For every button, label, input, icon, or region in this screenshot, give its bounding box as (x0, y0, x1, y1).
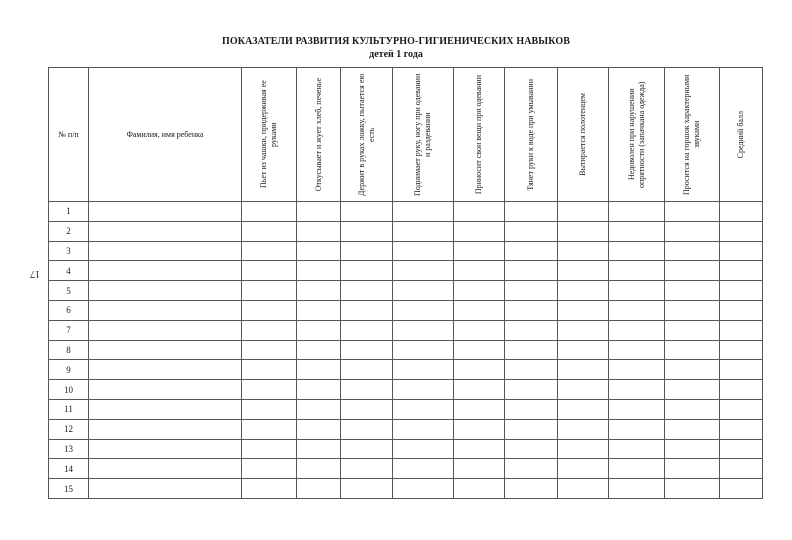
score-cell[interactable] (297, 221, 341, 241)
score-cell[interactable] (297, 281, 341, 301)
score-cell[interactable] (393, 479, 454, 499)
score-cell[interactable] (505, 399, 558, 419)
child-name-cell[interactable] (89, 419, 242, 439)
score-cell[interactable] (720, 281, 763, 301)
score-cell[interactable] (720, 320, 763, 340)
score-cell[interactable] (665, 281, 720, 301)
table-row (49, 360, 763, 380)
score-cell[interactable] (242, 300, 297, 320)
score-cell[interactable] (720, 241, 763, 261)
row-number: 3 (49, 241, 89, 261)
score-cell[interactable] (393, 300, 454, 320)
child-name-cell[interactable] (89, 202, 242, 222)
score-cell[interactable] (505, 419, 558, 439)
score-cell[interactable] (242, 221, 297, 241)
score-cell[interactable] (454, 380, 505, 400)
score-cell[interactable] (297, 241, 341, 261)
score-cell[interactable] (558, 320, 609, 340)
child-name-cell[interactable] (89, 360, 242, 380)
score-cell[interactable] (609, 419, 665, 439)
row-number: 15 (49, 479, 89, 499)
score-cell[interactable] (720, 459, 763, 479)
page-subtitle: детей 1 года (369, 49, 423, 60)
score-cell[interactable] (720, 419, 763, 439)
table-row (49, 320, 763, 340)
score-cell[interactable] (454, 340, 505, 360)
score-cell[interactable] (505, 320, 558, 340)
table-row (49, 340, 763, 360)
score-cell[interactable] (297, 399, 341, 419)
score-cell[interactable] (454, 439, 505, 459)
child-name-cell[interactable] (89, 241, 242, 261)
score-cell[interactable] (393, 320, 454, 340)
row-number: 10 (49, 380, 89, 400)
score-cell[interactable] (720, 300, 763, 320)
score-cell[interactable] (609, 261, 665, 281)
score-cell[interactable] (609, 479, 665, 499)
score-cell[interactable] (297, 360, 341, 380)
table-row (49, 419, 763, 439)
score-cell[interactable] (297, 380, 341, 400)
score-cell[interactable] (341, 281, 393, 301)
score-cell[interactable] (242, 360, 297, 380)
score-cell[interactable] (297, 439, 341, 459)
score-cell[interactable] (297, 202, 341, 222)
score-cell[interactable] (454, 261, 505, 281)
column-header-indicator: Недоволен при нарушении опрятности (запачкана одежда) (609, 68, 665, 202)
table-row (49, 261, 763, 281)
score-cell[interactable] (505, 261, 558, 281)
table-row (49, 300, 763, 320)
score-cell[interactable] (558, 399, 609, 419)
score-cell[interactable] (609, 380, 665, 400)
score-cell[interactable] (558, 261, 609, 281)
score-cell[interactable] (341, 221, 393, 241)
score-cell[interactable] (242, 202, 297, 222)
table-row (49, 241, 763, 261)
score-cell[interactable] (454, 300, 505, 320)
score-cell[interactable] (341, 320, 393, 340)
score-cell[interactable] (505, 360, 558, 380)
score-cell[interactable] (393, 202, 454, 222)
score-cell[interactable] (393, 221, 454, 241)
score-cell[interactable] (341, 479, 393, 499)
column-header-indicator: Вытирается полотенцем (558, 68, 609, 202)
score-cell[interactable] (454, 399, 505, 419)
score-cell[interactable] (558, 340, 609, 360)
score-cell[interactable] (454, 241, 505, 261)
score-cell[interactable] (609, 439, 665, 459)
row-number: 6 (49, 300, 89, 320)
score-cell[interactable] (242, 459, 297, 479)
score-cell[interactable] (454, 202, 505, 222)
child-name-cell[interactable] (89, 439, 242, 459)
score-cell[interactable] (558, 202, 609, 222)
score-cell[interactable] (558, 479, 609, 499)
table-row (49, 380, 763, 400)
score-cell[interactable] (341, 340, 393, 360)
score-cell[interactable] (609, 399, 665, 419)
child-name-cell[interactable] (89, 261, 242, 281)
score-cell[interactable] (341, 202, 393, 222)
score-cell[interactable] (665, 439, 720, 459)
score-cell[interactable] (665, 300, 720, 320)
row-number: 1 (49, 202, 89, 222)
score-cell[interactable] (242, 320, 297, 340)
score-cell[interactable] (393, 241, 454, 261)
score-cell[interactable] (505, 221, 558, 241)
score-cell[interactable] (297, 261, 341, 281)
row-number: 11 (49, 399, 89, 419)
score-cell[interactable] (505, 380, 558, 400)
child-name-cell[interactable] (89, 340, 242, 360)
score-cell[interactable] (297, 320, 341, 340)
column-header-indicator: Тянет руки к воде при умывании (505, 68, 558, 202)
table-row (49, 479, 763, 499)
table-row (49, 399, 763, 419)
score-cell[interactable] (242, 399, 297, 419)
page-number: 17 (30, 268, 40, 279)
score-cell[interactable] (393, 419, 454, 439)
score-cell[interactable] (393, 281, 454, 301)
score-cell[interactable] (341, 459, 393, 479)
score-cell[interactable] (341, 439, 393, 459)
table-row (49, 221, 763, 241)
column-header-indicator: Держит в руках ложку, пытается ею есть (341, 68, 393, 202)
score-cell[interactable] (242, 479, 297, 499)
score-cell[interactable] (665, 479, 720, 499)
score-cell[interactable] (665, 340, 720, 360)
row-number: 14 (49, 459, 89, 479)
score-cell[interactable] (297, 479, 341, 499)
score-cell[interactable] (665, 399, 720, 419)
score-cell[interactable] (242, 439, 297, 459)
score-cell[interactable] (242, 261, 297, 281)
score-cell[interactable] (609, 241, 665, 261)
score-cell[interactable] (720, 360, 763, 380)
column-header-indicator: Пьет из чашки, придерживая ее руками (242, 68, 297, 202)
score-cell[interactable] (609, 459, 665, 479)
score-cell[interactable] (558, 380, 609, 400)
score-cell[interactable] (242, 340, 297, 360)
table-row (49, 439, 763, 459)
score-cell[interactable] (720, 340, 763, 360)
score-cell[interactable] (558, 281, 609, 301)
table-row (49, 281, 763, 301)
score-cell[interactable] (297, 300, 341, 320)
score-cell[interactable] (454, 459, 505, 479)
score-cell[interactable] (505, 459, 558, 479)
score-cell[interactable] (341, 241, 393, 261)
score-cell[interactable] (558, 221, 609, 241)
score-cell[interactable] (558, 419, 609, 439)
score-cell[interactable] (505, 202, 558, 222)
score-cell[interactable] (665, 419, 720, 439)
child-name-cell[interactable] (89, 380, 242, 400)
score-cell[interactable] (297, 419, 341, 439)
score-cell[interactable] (665, 459, 720, 479)
row-number: 4 (49, 261, 89, 281)
column-header-average: Средний балл (720, 68, 763, 202)
score-cell[interactable] (341, 261, 393, 281)
score-cell[interactable] (665, 380, 720, 400)
row-number: 13 (49, 439, 89, 459)
score-cell[interactable] (665, 320, 720, 340)
score-cell[interactable] (665, 261, 720, 281)
child-name-cell[interactable] (89, 320, 242, 340)
score-cell[interactable] (720, 202, 763, 222)
column-header-number: № п/п (49, 68, 89, 202)
score-cell[interactable] (505, 281, 558, 301)
column-header-indicator: Поднимает руку, ногу при одевании и раздевании (393, 68, 454, 202)
row-number: 9 (49, 360, 89, 380)
child-name-cell[interactable] (89, 459, 242, 479)
score-cell[interactable] (720, 221, 763, 241)
score-cell[interactable] (242, 419, 297, 439)
score-cell[interactable] (393, 380, 454, 400)
score-cell[interactable] (609, 320, 665, 340)
column-header-indicator: Просится на горшок характерными звуками (665, 68, 720, 202)
score-cell[interactable] (665, 241, 720, 261)
score-cell[interactable] (720, 380, 763, 400)
row-number: 5 (49, 281, 89, 301)
column-header-indicator: Приносит свои вещи при одевании (454, 68, 505, 202)
score-cell[interactable] (609, 300, 665, 320)
score-cell[interactable] (558, 439, 609, 459)
score-cell[interactable] (505, 479, 558, 499)
score-cell[interactable] (454, 320, 505, 340)
score-cell[interactable] (558, 360, 609, 380)
score-cell[interactable] (505, 340, 558, 360)
table-row (49, 202, 763, 222)
score-cell[interactable] (609, 221, 665, 241)
score-cell[interactable] (558, 241, 609, 261)
score-cell[interactable] (341, 380, 393, 400)
score-cell[interactable] (242, 281, 297, 301)
child-name-cell[interactable] (89, 479, 242, 499)
page-title: ПОКАЗАТЕЛИ РАЗВИТИЯ КУЛЬТУРНО-ГИГИЕНИЧЕСКИХ НАВЫКОВ (222, 36, 570, 47)
score-cell[interactable] (341, 419, 393, 439)
score-cell[interactable] (454, 360, 505, 380)
score-cell[interactable] (505, 300, 558, 320)
score-cell[interactable] (505, 439, 558, 459)
score-cell[interactable] (558, 459, 609, 479)
column-header-name: Фамилия, имя ребенка (89, 68, 242, 202)
indicators-table (48, 67, 763, 499)
score-cell[interactable] (341, 399, 393, 419)
row-number: 12 (49, 419, 89, 439)
score-cell[interactable] (609, 340, 665, 360)
score-cell[interactable] (665, 202, 720, 222)
score-cell[interactable] (665, 221, 720, 241)
score-cell[interactable] (665, 360, 720, 380)
child-name-cell[interactable] (89, 281, 242, 301)
score-cell[interactable] (242, 241, 297, 261)
score-cell[interactable] (720, 439, 763, 459)
score-cell[interactable] (393, 261, 454, 281)
score-cell[interactable] (558, 300, 609, 320)
score-cell[interactable] (297, 340, 341, 360)
score-cell[interactable] (454, 479, 505, 499)
score-cell[interactable] (720, 399, 763, 419)
score-cell[interactable] (454, 419, 505, 439)
row-number: 7 (49, 320, 89, 340)
child-name-cell[interactable] (89, 300, 242, 320)
score-cell[interactable] (393, 459, 454, 479)
score-cell[interactable] (609, 281, 665, 301)
row-number: 2 (49, 221, 89, 241)
score-cell[interactable] (609, 202, 665, 222)
score-cell[interactable] (609, 360, 665, 380)
score-cell[interactable] (341, 360, 393, 380)
score-cell[interactable] (454, 281, 505, 301)
header-row (49, 68, 763, 202)
score-cell[interactable] (393, 360, 454, 380)
score-cell[interactable] (393, 399, 454, 419)
score-cell[interactable] (393, 340, 454, 360)
table-row (49, 459, 763, 479)
score-cell[interactable] (454, 221, 505, 241)
score-cell[interactable] (720, 261, 763, 281)
child-name-cell[interactable] (89, 221, 242, 241)
row-number: 8 (49, 340, 89, 360)
score-cell[interactable] (297, 459, 341, 479)
child-name-cell[interactable] (89, 399, 242, 419)
score-cell[interactable] (720, 479, 763, 499)
score-cell[interactable] (341, 300, 393, 320)
score-cell[interactable] (393, 439, 454, 459)
score-cell[interactable] (505, 241, 558, 261)
column-header-indicator: Откусывает и жует хлеб, печенье (297, 68, 341, 202)
score-cell[interactable] (242, 380, 297, 400)
